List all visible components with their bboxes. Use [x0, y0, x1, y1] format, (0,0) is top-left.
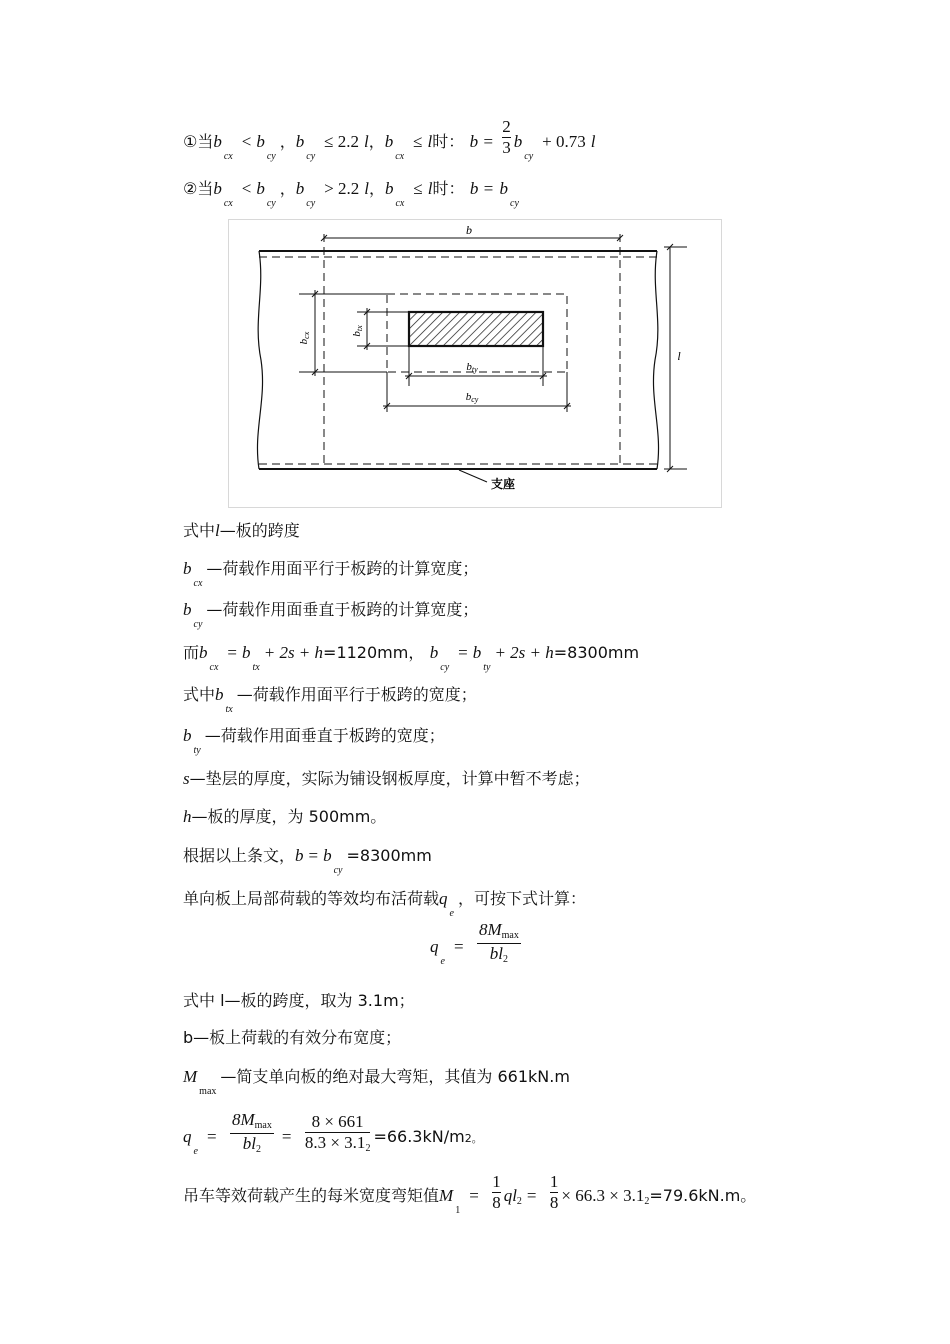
m1-fraction-1: [492, 1172, 501, 1213]
load-distribution-figure: [228, 219, 722, 508]
b-value-text: b—板上荷载的有效分布宽度；: [183, 1028, 402, 1047]
def-prefix: 式中: [183, 521, 216, 540]
label-l: l: [677, 349, 681, 363]
var-l: l: [215, 521, 220, 540]
var-l: l: [590, 132, 596, 151]
condition-1: [183, 117, 596, 162]
relation: > 2.2: [324, 179, 360, 198]
mmax-text: —简支单向板的绝对最大弯矩，其值为 661kN.m: [220, 1067, 570, 1086]
calc-fraction-1: [230, 1110, 274, 1157]
m1-calc-exp: 2: [644, 1196, 650, 1207]
s-definition: [183, 768, 590, 790]
def-text: —板的厚度，为 500mm。: [191, 807, 387, 826]
var-b: b: [384, 179, 394, 198]
fraction-2-3: [502, 117, 511, 158]
var-b: b: [213, 132, 222, 151]
var-m: M: [439, 1186, 454, 1205]
sub: cy: [266, 151, 276, 162]
var-b: b: [513, 132, 523, 151]
basis-value: =8300mm: [346, 846, 432, 865]
var-b: b: [213, 179, 222, 198]
sub: cx: [223, 151, 233, 162]
calc-max: max: [254, 1120, 272, 1131]
label-bcy: bcy: [465, 391, 479, 404]
m1-fraction-2: [550, 1172, 559, 1213]
label-support: 支座: [491, 477, 516, 491]
m1-ql-exp: 2: [516, 1196, 522, 1207]
support-leader: [459, 470, 487, 482]
relation: <: [241, 132, 252, 151]
def-text: —荷载作用面垂直于板跨的计算宽度；: [206, 600, 479, 619]
calc-fraction-2: [305, 1112, 371, 1156]
m1-frac-den-2: 8: [549, 1193, 559, 1212]
sub: cx: [193, 578, 203, 589]
def-text: —板的跨度: [219, 521, 300, 540]
calc-den-2-text: 8.3 × 3.1: [304, 1132, 366, 1152]
sub: max: [199, 1086, 217, 1097]
m1-ql: ql: [503, 1186, 517, 1205]
var-h: h: [183, 807, 192, 826]
mmax-definition: [183, 1066, 570, 1097]
result-prefix: b =: [469, 132, 494, 151]
var-s: s: [183, 769, 190, 788]
m1-frac-den: 8: [492, 1193, 501, 1212]
figure-svg: [229, 220, 721, 507]
calc-num-1: [230, 1110, 274, 1134]
sub: cy: [510, 198, 519, 209]
condition-1-marker: ①当: [183, 132, 214, 151]
load-area-rect: [409, 312, 543, 346]
relation: ≤: [413, 179, 423, 198]
sub: cx: [223, 198, 233, 209]
bty-definition: [183, 725, 445, 756]
var-b: b: [295, 179, 305, 198]
var-b: b: [199, 643, 208, 662]
sub: cy: [440, 662, 450, 673]
var-b: b: [242, 643, 251, 662]
calc-result: =66.3kN/m: [373, 1127, 465, 1146]
var-b: b: [295, 846, 304, 865]
relation: <: [241, 179, 252, 198]
eq-part: + 2s + h: [263, 643, 324, 662]
sub: cy: [333, 865, 343, 876]
var-b: b: [215, 685, 224, 704]
var-q: q: [439, 889, 448, 908]
def-text: —荷载作用面平行于板跨的计算宽度；: [206, 559, 479, 578]
result-suffix: + 0.73: [542, 132, 586, 151]
formula-den: [477, 944, 521, 967]
m1-intro: 吊车等效荷载产生的每米宽度弯矩值: [183, 1186, 440, 1205]
var-b: b: [295, 132, 305, 151]
var-q: q: [183, 1127, 192, 1146]
sub: cy: [306, 151, 316, 162]
eq-value-1: =1120mm，: [323, 643, 425, 662]
qe-calculation: $q_e=$ $\frac{8Mmax}{bl2}$ = $\frac{8 \times 661}{8.3 \times 3.12}$ =66.3kN/m2。: [183, 1110, 483, 1157]
var-b: b: [256, 132, 265, 151]
var-b: b: [384, 132, 394, 151]
var-m: M: [183, 1067, 198, 1086]
sub: tx: [225, 704, 233, 715]
calc-den-1-text: bl: [242, 1134, 257, 1153]
calc-den-2: [305, 1133, 371, 1156]
var-l: l: [364, 179, 369, 198]
comma: ，: [368, 179, 385, 198]
var-b: b: [499, 179, 509, 198]
when-text: 时：: [432, 179, 465, 198]
sub: cy: [266, 198, 276, 209]
sub: cy: [306, 198, 316, 209]
basis-line: 根据以上条文，$b = b_{cy}=8300mm$: [183, 846, 432, 876]
m1-frac-num: 1: [492, 1172, 501, 1191]
calc-result-tail: 2。: [464, 1132, 483, 1145]
sub: 1: [455, 1205, 461, 1216]
sub: ty: [483, 662, 491, 673]
frac-num: 2: [502, 117, 511, 136]
var-l: l: [427, 132, 433, 151]
bcy-definition: [183, 599, 479, 630]
var-l: l: [363, 132, 369, 151]
var-b: b: [256, 179, 265, 198]
frac-den: 3: [502, 138, 511, 157]
calc-den-1: [230, 1134, 274, 1157]
sub: cx: [395, 198, 405, 209]
formula-num: [477, 920, 521, 944]
formula-num-text: 8M: [478, 920, 502, 939]
condition-2-marker: ②当: [183, 179, 214, 198]
l-value: [183, 990, 415, 1012]
condition-2: [183, 178, 523, 209]
calc-num-2: 8 × 661: [305, 1112, 371, 1133]
l-value-text: 式中 l—板的跨度，取为 3.1m；: [183, 991, 415, 1010]
var-b: b: [472, 643, 482, 662]
formula-den-text: bl: [489, 944, 504, 963]
sub: cy: [524, 151, 534, 162]
relation: ≤ 2.2: [324, 132, 359, 151]
label-b: b: [466, 223, 472, 237]
comma: ，: [368, 132, 385, 151]
label-btx: btx: [351, 325, 364, 337]
sub: cx: [395, 151, 405, 162]
label-bcx: bcx: [298, 331, 311, 345]
h-definition: [183, 806, 386, 828]
calc-num-1-text: 8M: [231, 1110, 255, 1129]
m1-calc: × 66.3 × 3.1: [561, 1186, 645, 1205]
qe-intro-end: ，可按下式计算：: [457, 889, 586, 908]
btx-definition: [183, 684, 477, 715]
var-b: b: [323, 846, 332, 865]
sub: tx: [252, 662, 260, 673]
var-b: b: [183, 726, 192, 745]
m1-result: =79.6kN.m。: [649, 1186, 757, 1205]
sub: e: [440, 956, 445, 967]
def-text: —垫层的厚度，实际为铺设钢板厚度，计算中暂不考虑；: [189, 769, 590, 788]
sub: e: [193, 1146, 198, 1157]
eq-prefix: 而: [183, 643, 200, 662]
basis-text: 根据以上条文，: [183, 846, 296, 865]
formula-fraction: [477, 920, 521, 967]
result-prefix: b =: [469, 179, 495, 198]
eq-value-2: =8300mm: [553, 643, 640, 662]
formula-exp: 2: [503, 954, 509, 965]
sub: cy: [193, 619, 203, 630]
eq-part: + 2s + h: [494, 643, 554, 662]
sub: cx: [209, 662, 219, 673]
qe-intro: [183, 888, 586, 919]
comma: ，: [279, 132, 296, 151]
sub: e: [449, 908, 454, 919]
relation: ≤: [413, 132, 423, 151]
calc-exp: 2: [256, 1144, 262, 1155]
label-bty: bty: [466, 361, 478, 374]
var-b: b: [183, 600, 192, 619]
right-break-line: [653, 251, 658, 469]
m1-frac-num-2: 1: [549, 1172, 559, 1191]
def-prefix: 式中: [183, 685, 216, 704]
qe-intro-text: 单向板上局部荷载的等效均布活荷载: [183, 889, 440, 908]
var-l: l: [427, 179, 433, 198]
qe-formula: $q_e=$ $\frac{8Mmax}{bl2}$: [430, 920, 519, 967]
var-b: b: [183, 559, 192, 578]
var-q: q: [430, 937, 439, 956]
b-value: [183, 1027, 401, 1049]
var-b: b: [429, 643, 439, 662]
def-text: —荷载作用面平行于板跨的宽度；: [236, 685, 477, 704]
formula-max: max: [501, 930, 519, 941]
calc-den-2-exp: 2: [365, 1142, 371, 1154]
def-text: —荷载作用面垂直于板跨的宽度；: [204, 726, 445, 745]
equation-bcx-bcy: 而$b_{cx}= b_{tx}+ 2s + h=1120mm$， $b_{cy}= b_{ty}+ 2s + h=8300mm$: [183, 643, 640, 673]
sub: ty: [193, 745, 201, 756]
l-definition: [183, 520, 300, 542]
comma: ，: [279, 179, 296, 198]
bcx-definition: [183, 558, 479, 589]
m1-calculation: 吊车等效荷载产生的每米宽度弯矩值$M_1=$ $\frac{1}{8}$ ql2 = $\frac{1}{8}$ × 66.3 × 3.12=79.6kN.m。: [183, 1172, 757, 1216]
left-break-line: [257, 251, 262, 469]
when-text: 时：: [432, 132, 465, 151]
